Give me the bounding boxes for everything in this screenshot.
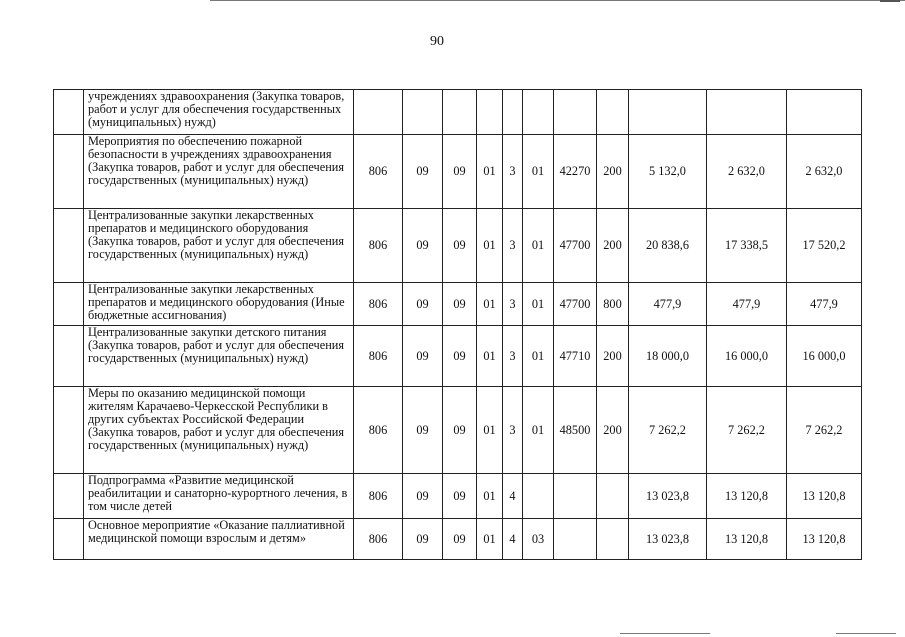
table-cell-expense-type xyxy=(597,474,629,519)
table-cell-amount-1: 13 023,8 xyxy=(629,474,707,519)
table-cell-blank xyxy=(54,387,84,474)
table-cell-description: Меры по оказанию медицинской помощи жителям Карачаево-Черкесской Республики в других субъектах Российской Федерации (Закупка товаров, работ и услуг для обеспечения государственных (муниципальных) нужд) xyxy=(84,387,354,474)
table-cell-description: учреждениях здравоохранения (Закупка товаров, работ и услуг для обеспечения государственных (муниципальных) нужд) xyxy=(84,90,354,135)
table-cell-amount-1: 18 000,0 xyxy=(629,326,707,387)
table-cell-subprogram: 3 xyxy=(503,387,523,474)
table-cell-direction: 47700 xyxy=(554,283,597,326)
table-cell-direction xyxy=(554,90,597,135)
table-row xyxy=(54,387,862,474)
table-cell-ministry xyxy=(354,90,403,135)
table-cell-expense-type xyxy=(597,90,629,135)
table-cell-description: Подпрограмма «Развитие медицинской реабилитации и санаторно-курортного лечения, в том числе детей xyxy=(84,474,354,519)
table-cell-program: 01 xyxy=(477,283,503,326)
table-cell-subprogram xyxy=(503,90,523,135)
table-cell-direction: 42270 xyxy=(554,135,597,209)
table-cell-subprogram: 4 xyxy=(503,519,523,560)
table-cell-blank xyxy=(54,474,84,519)
table-cell-event: 01 xyxy=(523,135,554,209)
table-cell-expense-type: 200 xyxy=(597,326,629,387)
table-cell-ministry: 806 xyxy=(354,209,403,283)
table-cell-section: 09 xyxy=(403,387,443,474)
table-cell-program: 01 xyxy=(477,209,503,283)
budget-table xyxy=(53,89,862,560)
table-cell-subprogram: 3 xyxy=(503,209,523,283)
table-cell-section: 09 xyxy=(403,474,443,519)
table-cell-event: 01 xyxy=(523,209,554,283)
table-row xyxy=(54,326,862,387)
table-cell-program: 01 xyxy=(477,326,503,387)
table-cell-direction: 48500 xyxy=(554,387,597,474)
table-cell-ministry: 806 xyxy=(354,519,403,560)
table-cell-amount-2: 13 120,8 xyxy=(707,474,787,519)
table-cell-section: 09 xyxy=(403,326,443,387)
table-cell-section xyxy=(403,90,443,135)
table-cell-subsection: 09 xyxy=(443,209,477,283)
table-cell-program: 01 xyxy=(477,387,503,474)
table-cell-expense-type xyxy=(597,519,629,560)
table-cell-event: 03 xyxy=(523,519,554,560)
table-cell-direction xyxy=(554,519,597,560)
table-cell-blank xyxy=(54,90,84,135)
table-cell-subsection: 09 xyxy=(443,135,477,209)
table-cell-blank xyxy=(54,209,84,283)
table-cell-amount-2: 477,9 xyxy=(707,283,787,326)
table-cell-description: Централизованные закупки лекарственных препаратов и медицинского оборудования (Закупка товаров, работ и услуг для обеспечения государственных (муниципальных) нужд) xyxy=(84,209,354,283)
table-cell-amount-1: 20 838,6 xyxy=(629,209,707,283)
table-cell-event: 01 xyxy=(523,326,554,387)
table-cell-subprogram: 3 xyxy=(503,283,523,326)
table-cell-amount-3: 477,9 xyxy=(787,283,862,326)
table-cell-subsection: 09 xyxy=(443,519,477,560)
table-cell-subprogram: 3 xyxy=(503,326,523,387)
table-cell-ministry: 806 xyxy=(354,283,403,326)
table-cell-amount-3: 16 000,0 xyxy=(787,326,862,387)
table-cell-amount-1 xyxy=(629,90,707,135)
table-cell-event xyxy=(523,90,554,135)
table-cell-expense-type: 200 xyxy=(597,209,629,283)
table-cell-section: 09 xyxy=(403,283,443,326)
table-cell-amount-3: 2 632,0 xyxy=(787,135,862,209)
table-cell-subprogram: 4 xyxy=(503,474,523,519)
page-number: 90 xyxy=(430,34,444,49)
table-cell-direction xyxy=(554,474,597,519)
table-cell-blank xyxy=(54,135,84,209)
table-body xyxy=(54,90,862,560)
table-cell-amount-3: 7 262,2 xyxy=(787,387,862,474)
table-cell-amount-2: 2 632,0 xyxy=(707,135,787,209)
scan-edge-line xyxy=(836,633,896,634)
table-row xyxy=(54,90,862,135)
table-cell-event xyxy=(523,474,554,519)
table-cell-amount-3: 13 120,8 xyxy=(787,519,862,560)
table-cell-direction: 47710 xyxy=(554,326,597,387)
table-cell-amount-3: 17 520,2 xyxy=(787,209,862,283)
table-cell-subprogram: 3 xyxy=(503,135,523,209)
table-cell-program: 01 xyxy=(477,519,503,560)
table-cell-amount-2: 13 120,8 xyxy=(707,519,787,560)
table-cell-ministry: 806 xyxy=(354,135,403,209)
table-cell-subsection: 09 xyxy=(443,283,477,326)
table-cell-description: Мероприятия по обеспечению пожарной безопасности в учреждениях здравоохранения (Закупка товаров, работ и услуг для обеспечения государственных (муниципальных) нужд) xyxy=(84,135,354,209)
table-cell-subsection: 09 xyxy=(443,474,477,519)
table-cell-amount-2: 7 262,2 xyxy=(707,387,787,474)
table-cell-program xyxy=(477,90,503,135)
table-cell-blank xyxy=(54,519,84,560)
table-cell-subsection xyxy=(443,90,477,135)
table-cell-event: 01 xyxy=(523,283,554,326)
table-cell-description: Централизованные закупки детского питания (Закупка товаров, работ и услуг для обеспечения государственных (муниципальных) нужд) xyxy=(84,326,354,387)
table-cell-section: 09 xyxy=(403,209,443,283)
table-row xyxy=(54,519,862,560)
table-cell-expense-type: 800 xyxy=(597,283,629,326)
table-cell-subsection: 09 xyxy=(443,326,477,387)
scan-edge-mark xyxy=(880,0,900,2)
table-cell-amount-1: 477,9 xyxy=(629,283,707,326)
table-cell-blank xyxy=(54,283,84,326)
table-cell-subsection: 09 xyxy=(443,387,477,474)
table-cell-amount-1: 7 262,2 xyxy=(629,387,707,474)
table-row xyxy=(54,209,862,283)
table-cell-amount-1: 5 132,0 xyxy=(629,135,707,209)
table-cell-section: 09 xyxy=(403,135,443,209)
table-cell-amount-1: 13 023,8 xyxy=(629,519,707,560)
table-cell-expense-type: 200 xyxy=(597,135,629,209)
table-cell-expense-type: 200 xyxy=(597,387,629,474)
table-cell-amount-2: 16 000,0 xyxy=(707,326,787,387)
table-cell-amount-2: 17 338,5 xyxy=(707,209,787,283)
table-cell-blank xyxy=(54,326,84,387)
table-row xyxy=(54,135,862,209)
table-cell-direction: 47700 xyxy=(554,209,597,283)
table-cell-description: Основное мероприятие «Оказание паллиативной медицинской помощи взрослым и детям» xyxy=(84,519,354,560)
table-cell-section: 09 xyxy=(403,519,443,560)
table-cell-amount-3 xyxy=(787,90,862,135)
table-cell-program: 01 xyxy=(477,135,503,209)
table-cell-description: Централизованные закупки лекарственных препаратов и медицинского оборудования (Иные бюджетные ассигнования) xyxy=(84,283,354,326)
table-cell-ministry: 806 xyxy=(354,474,403,519)
table-cell-amount-3: 13 120,8 xyxy=(787,474,862,519)
table-cell-ministry: 806 xyxy=(354,326,403,387)
table-cell-amount-2 xyxy=(707,90,787,135)
scan-edge-line xyxy=(620,633,710,634)
scan-edge-line xyxy=(210,0,905,1)
table-cell-program: 01 xyxy=(477,474,503,519)
table-row xyxy=(54,474,862,519)
table-row xyxy=(54,283,862,326)
table-cell-ministry: 806 xyxy=(354,387,403,474)
table-cell-event: 01 xyxy=(523,387,554,474)
